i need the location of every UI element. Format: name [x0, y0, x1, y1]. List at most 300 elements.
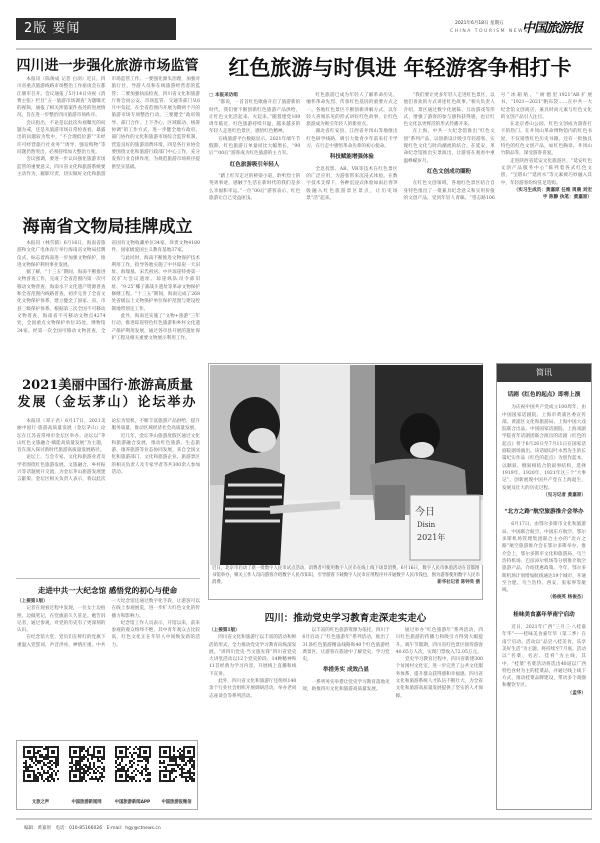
- qr-module: [25, 746, 27, 748]
- qr-module: [75, 768, 77, 770]
- qr-module: [39, 746, 41, 748]
- qr-module: [93, 778, 95, 780]
- qr-module: [159, 760, 161, 762]
- qr-module: [141, 774, 143, 776]
- paragraph: “都说，一首首红色歌曲开启了旅游新的时代，我们要不断创新红色旅游产品供给，让红色文化活起来、火起来。”随着建党100周年临近，红色旅游持续升温，越来越多的年轻人走进红色景区，感悟红色精神。: [209, 100, 301, 135]
- qr-module: [25, 764, 27, 766]
- qr-module: [181, 772, 183, 774]
- paragraph: 本报讯（邓子君）6月17日，2021美丽中国行·旅游高质量发展（金坛茅山）论坛在江苏省常州市金坛区举办。论坛以“茅山红色文旅融合·赋能高质量发展”为主题，旨在深入探讨新时代旅游高质量发展路径。: [17, 419, 106, 454]
- headline-sichuan-market: 四川进一步强化旅游市场监管: [16, 58, 199, 74]
- qr-module: [145, 752, 147, 754]
- qr-module: [165, 756, 167, 758]
- headline-jintan-forum: [15, 377, 200, 411]
- paragraph: 党史学习教育过程中，四川省新建300个贫困村文化室，进一步完善了公共文化服务体系，提升群众获得感和幸福感。四川省文化和旅游系统人才队伍不断壮大，为全省文化和旅游高质量发展提供了坚实的人才保障。: [395, 657, 483, 699]
- qr-module: [43, 780, 45, 782]
- qr-module: [147, 762, 149, 764]
- qr-module: [27, 776, 29, 778]
- qr-module: [33, 762, 35, 764]
- qr-module: [187, 746, 189, 748]
- qr-module: [37, 752, 39, 754]
- qr-module: [37, 750, 39, 752]
- qr-module: [191, 758, 193, 760]
- qr-module: [83, 778, 85, 780]
- qr-label: 中国旅游报微信: [161, 800, 192, 805]
- qr-module: [103, 750, 105, 752]
- qr-module: [103, 768, 105, 770]
- qr-module: [127, 756, 129, 758]
- qr-module: [71, 780, 73, 782]
- qr-module: [45, 748, 47, 750]
- qr-module: [35, 746, 37, 748]
- qr-module: [191, 760, 193, 762]
- qr-module: [141, 746, 143, 748]
- qr-module: [163, 770, 165, 772]
- qr-module: [121, 774, 123, 776]
- qr-module: [33, 778, 35, 780]
- qr-module: [173, 778, 175, 780]
- paragraph: 此外，四川省文化和旅游厅还组织140余个行业社会组织开展调研活动，举办老同志座谈会等系列活动。: [209, 679, 297, 699]
- qr-module: [177, 750, 179, 752]
- qr-module: [93, 762, 95, 764]
- qr-module: [53, 746, 55, 748]
- qr-module: [93, 756, 95, 758]
- paragraph: 论坛上，与会专家、文化和旅游业者及学者围绕红色旅游发展、文旅融合、乡村振兴等话题展开交流，为金坛茅山旅游发展建言献策。金坛区相关负责人表示，将以此次论坛为契机，不断丰富旅游产品供给，提升服务质量，推动区域经济社会高质量发展。: [17, 419, 200, 483]
- qr-module: [73, 756, 75, 758]
- qr-module: [185, 746, 187, 748]
- qr-module: [127, 780, 129, 782]
- qr-module: [149, 750, 151, 752]
- news-photo-frame: [208, 363, 483, 600]
- qr-module: [129, 746, 131, 748]
- editor-contact: 编辑：黄嘉原 电话：010-85166026 E-mail：hgy@ctnews.cn: [24, 826, 161, 831]
- qr-module: [85, 772, 87, 774]
- qr-module: [145, 750, 147, 752]
- qr-module: [177, 766, 179, 768]
- qr-module: [97, 778, 99, 780]
- qr-module: [57, 746, 59, 748]
- qr-module: [193, 756, 195, 758]
- qr-module: [85, 766, 87, 768]
- qr-module: [23, 752, 25, 754]
- section-banner: 2版 要闻: [16, 18, 176, 40]
- qr-module: [93, 766, 95, 768]
- qr-module: [127, 776, 129, 778]
- qr-module: [139, 750, 141, 752]
- qr-module: [133, 778, 135, 780]
- qr-module: [121, 758, 123, 760]
- qr-module: [69, 752, 71, 754]
- qr-module: [71, 762, 73, 764]
- brief-title: 话剧《红色的起点》即将上演: [507, 392, 581, 398]
- qr-module: [133, 770, 135, 772]
- qr-module: [115, 772, 117, 774]
- qr-module: [43, 772, 45, 774]
- qr-module: [89, 772, 91, 774]
- qr-module: [27, 756, 29, 758]
- paragraph: 在上海，中共一大纪念馆推出“红色文创”系列产品，以创新设计吸引年轻游客，实现红色文化与时尚潮流的结合。在延安，革命纪念馆推出实景演出，让游客在观看中重温峥嵘岁月。: [403, 129, 495, 164]
- qr-module: [35, 780, 37, 782]
- qr-module: [147, 778, 149, 780]
- qr-module: [175, 756, 177, 758]
- qr-module: [121, 750, 123, 752]
- briefs-list: [497, 382, 591, 809]
- qr-module: [163, 746, 165, 748]
- qr-module: [29, 746, 31, 748]
- paragraph: 本报讯（陈俊成 记者 白羽）近日，四川省重点旅游线路市场整治工作座谈会在都江堰市召开。会议通报了5月14日央视《消费主张》栏目“五一旅游市场调查”为题曝光的视频，通报了相关涉旅案件查处的进展情况，旨在进一步整治四川旅游市场秩序。: [17, 77, 106, 119]
- qr-module: [79, 746, 81, 748]
- qr-module: [165, 770, 167, 772]
- qr-module: [173, 768, 175, 770]
- byline: （杨俊英 杨俊杰）: [547, 595, 586, 601]
- qr-module: [93, 746, 95, 748]
- qr-module: [119, 750, 121, 752]
- qr-module: [35, 778, 37, 780]
- qr-module: [23, 770, 25, 772]
- qr-module: [169, 756, 171, 758]
- qr-module: [75, 746, 77, 748]
- qr-module: [73, 746, 75, 748]
- qr-module: [125, 764, 127, 766]
- qr-module: [147, 756, 149, 758]
- qr-module: [83, 758, 85, 760]
- qr-module: [51, 768, 53, 770]
- qr-module: [79, 758, 81, 760]
- qr-module: [121, 768, 123, 770]
- qr-module: [103, 766, 105, 768]
- qr-module: [73, 752, 75, 754]
- qr-module: [23, 746, 25, 748]
- qr-module: [193, 760, 195, 762]
- qr-module: [33, 780, 35, 782]
- qr-module: [131, 764, 133, 766]
- qr-module: [35, 756, 37, 758]
- qr-module: [191, 746, 193, 748]
- qr-module: [49, 780, 51, 782]
- paragraph: 全息投影、AR、VR等技术在红色景区的广泛应用，为游客带来沉浸式体验。在数字技术支撑下，各种沉浸式体验如雨后春笋般融入红色旅游景区景点，让历史场景“活”起来。: [306, 166, 398, 201]
- qr-module: [75, 752, 77, 754]
- qr-module: [47, 772, 49, 774]
- qr-module: [123, 770, 125, 772]
- qr-module: [75, 776, 77, 778]
- qr-module: [55, 746, 57, 748]
- paragraph: 在红色文创领域，各地红色景区结合自身特色推出了一批兼具纪念意义和实用价值的文创产品，受到年轻人青睐。“望志路106号”冰箱贴、“树德里1921”AR扩展书、“1921—2021”帆布袋……在中共一大纪念馆文创商店，兼具时尚元素与红色文化的文创产品引人注目。: [403, 93, 592, 201]
- brief-title: 桂味美食嘉年华南宁启动: [513, 611, 575, 618]
- qr-code-icon[interactable]: [115, 746, 151, 782]
- qr-module: [159, 756, 161, 758]
- qr-module: [119, 756, 121, 758]
- article-cpc-memorial: [17, 598, 200, 736]
- byline: □ 本报采访组: [209, 93, 238, 98]
- qr-module: [49, 756, 51, 758]
- qr-module: [99, 746, 101, 748]
- qr-module: [91, 776, 93, 778]
- qr-module: [185, 776, 187, 778]
- newspaper-logo: 中国旅游报: [522, 21, 583, 36]
- qr-module: [27, 746, 29, 748]
- qr-module: [51, 776, 53, 778]
- qr-module: [49, 776, 51, 778]
- qr-module: [169, 780, 171, 782]
- qr-module: [123, 766, 125, 768]
- qr-module: [115, 778, 117, 780]
- qr-module: [171, 780, 173, 782]
- paragraph: 通过举办“红色旅游年”系列活动，四川红色旅游的传播力和吸引力得到大幅提升。端午节假期，四川省红色景区接待游客40.65万人次，实现门票收入72.05万元。: [395, 628, 483, 655]
- qr-module: [175, 764, 177, 766]
- qr-module: [183, 756, 185, 758]
- qr-module: [51, 750, 53, 752]
- qr-module: [97, 752, 99, 754]
- qr-module: [159, 778, 161, 780]
- qr-module: [83, 772, 85, 774]
- qr-module: [45, 754, 47, 756]
- qr-module: [169, 776, 171, 778]
- qr-module: [29, 766, 31, 768]
- qr-module: [25, 768, 27, 770]
- qr-module: [173, 754, 175, 756]
- qr-module: [93, 750, 95, 752]
- qr-module: [81, 758, 83, 760]
- paragraph: 在北京香山公园，红色文创成为游客打卡的热门。在井冈山革命博物馆内的红色书屋，不仅销售红色历史书籍，还有一批独具特色的红色文创产品，如红色胸章、井冈山竹制品等，深受游客喜爱。: [500, 122, 592, 157]
- qr-module: [85, 780, 87, 782]
- qr-module: [139, 760, 141, 762]
- qr-module: [125, 752, 127, 754]
- qr-module: [97, 780, 99, 782]
- qr-module: [77, 756, 79, 758]
- qr-module: [23, 750, 25, 752]
- qr-module: [119, 776, 121, 778]
- paragraph: 湖北省红安县、江西省井冈山等地推出红色研学线路，吸引大批青少年前来打卡学习，在行走中感悟革命先辈的初心使命。: [306, 129, 398, 150]
- qr-module: [117, 756, 119, 758]
- qr-module: [117, 764, 119, 766]
- qr-module: [41, 746, 43, 748]
- qr-module: [185, 772, 187, 774]
- qr-module: [173, 746, 175, 748]
- qr-module: [37, 780, 39, 782]
- qr-module: [137, 764, 139, 766]
- qr-module: [159, 746, 161, 748]
- qr-module: [37, 778, 39, 780]
- qr-module: [95, 778, 97, 780]
- qr-module: [23, 762, 25, 764]
- qr-module: [41, 766, 43, 768]
- qr-module: [189, 756, 191, 758]
- qr-module: [83, 748, 85, 750]
- qr-module: [193, 746, 195, 748]
- qr-module: [181, 774, 183, 776]
- qr-module: [115, 752, 117, 754]
- qr-module: [171, 756, 173, 758]
- qr-module: [115, 756, 117, 758]
- paragraph: 此外，海南还实施了“文物+旅游”三年行动，推进琼崖特色红色旅游和乡村文化遗产保护利用发展，通过各市县开展的遗址保护工程及相关重要文物展示利用工作。: [111, 313, 200, 341]
- subheading: 红色旅游吸引年轻人: [229, 161, 280, 168]
- qr-module: [103, 770, 105, 772]
- qr-module: [93, 764, 95, 766]
- qr-module: [101, 756, 103, 758]
- qr-module: [189, 770, 191, 772]
- qr-module: [127, 768, 129, 770]
- qr-module: [37, 776, 39, 778]
- qr-module: [89, 754, 91, 756]
- continued-note: （上接第1版）: [17, 599, 48, 604]
- qr-module: [175, 760, 177, 762]
- qr-module: [79, 764, 81, 766]
- qr-module: [137, 754, 139, 756]
- qr-module: [83, 756, 85, 758]
- article-sichuan-party-history: [209, 627, 483, 812]
- qr-module: [137, 760, 139, 762]
- qr-module: [99, 772, 101, 774]
- qr-module: [121, 746, 123, 748]
- qr-module: [131, 772, 133, 774]
- qr-module: [193, 752, 195, 754]
- qr-module: [27, 750, 29, 752]
- qr-module: [41, 760, 43, 762]
- qr-module: [177, 756, 179, 758]
- qr-module: [165, 780, 167, 782]
- qr-module: [81, 772, 83, 774]
- qr-module: [57, 752, 59, 754]
- qr-module: [69, 778, 71, 780]
- qr-module: [165, 774, 167, 776]
- qr-module: [125, 772, 127, 774]
- qr-module: [191, 778, 193, 780]
- qr-module: [27, 768, 29, 770]
- qr-module: [121, 766, 123, 768]
- qr-module: [147, 774, 149, 776]
- qr-module: [39, 772, 41, 774]
- qr-module: [83, 764, 85, 766]
- qr-module: [53, 770, 55, 772]
- qr-module: [35, 764, 37, 766]
- qr-module: [145, 764, 147, 766]
- qr-module: [77, 764, 79, 766]
- qr-code-icon[interactable]: [159, 746, 195, 782]
- qr-module: [23, 772, 25, 774]
- qr-module: [159, 762, 161, 764]
- qr-module: [171, 772, 173, 774]
- qr-module: [47, 750, 49, 752]
- qr-module: [115, 748, 117, 750]
- qr-module: [69, 770, 71, 772]
- qr-module: [101, 776, 103, 778]
- qr-module: [103, 748, 105, 750]
- qr-module: [141, 756, 143, 758]
- qr-module: [29, 752, 31, 754]
- paragraph: 记者在观看过程中发现，一位女士边拍照、边做笔记，在党旗前久久驻足。她告诉记者，通过参观，对党的历史有了更深刻的认识。: [17, 606, 106, 634]
- qr-module: [129, 766, 131, 768]
- qr-code-icon[interactable]: [23, 746, 59, 782]
- qr-module: [75, 780, 77, 782]
- qr-module: [45, 772, 47, 774]
- qr-module: [183, 752, 185, 754]
- qr-module: [75, 774, 77, 776]
- qr-module: [27, 752, 29, 754]
- qr-module: [125, 778, 127, 780]
- qr-module: [85, 750, 87, 752]
- qr-module: [81, 766, 83, 768]
- brief-text: 6月17日，由鄂尔多斯市文化和旅游局、中国联合航空、中国东方航空、鄂尔多斯机场管理集团联合主办的“北方之路”航空旅游推介会在鄂尔多斯举办。推介会上，鄂尔多斯市文化和旅游局、乌兰浩特机场、巴彦淖尔机场等分别推介航空旅游产品、介绍优惠政策。今年，鄂尔多斯机场计划增加航线通达19个城市，开通至合肥、乌兰浩特、西安、张家界等航线。: [502, 522, 586, 594]
- qr-module: [159, 752, 161, 754]
- qr-module: [147, 780, 149, 782]
- qr-code-icon[interactable]: [69, 746, 105, 782]
- qr-module: [81, 756, 83, 758]
- qr-module: [119, 770, 121, 772]
- qr-module: [83, 746, 85, 748]
- qr-module: [121, 780, 123, 782]
- qr-module: [115, 766, 117, 768]
- qr-module: [45, 758, 47, 760]
- qr-module: [45, 746, 47, 748]
- qr-module: [77, 770, 79, 772]
- qr-module: [139, 746, 141, 748]
- qr-module: [29, 776, 31, 778]
- qr-module: [79, 756, 81, 758]
- qr-module: [79, 774, 81, 776]
- qr-module: [163, 760, 165, 762]
- qr-module: [125, 774, 127, 776]
- qr-module: [55, 756, 57, 758]
- qr-module: [141, 760, 143, 762]
- qr-module: [123, 756, 125, 758]
- qr-module: [45, 764, 47, 766]
- qr-module: [51, 752, 53, 754]
- qr-module: [37, 746, 39, 748]
- qr-module: [87, 754, 89, 756]
- qr-module: [127, 770, 129, 772]
- qr-module: [55, 758, 57, 760]
- qr-module: [163, 762, 165, 764]
- paragraph: 走进陕西省延安文化旅游区，“延安红色文创产品服务中心”陈列着各式红色文创，“宝塔山”“延河水”等元素被巧妙融入其中，年轻游客纷纷驻足选购。: [500, 158, 592, 186]
- qr-module: [145, 768, 147, 770]
- qr-module: [23, 776, 25, 778]
- qr-module: [193, 748, 195, 750]
- byline: （实习生成员：黄嘉原 任维 周晨 刘宏宇 陈静 执笔：黄嘉原）: [513, 187, 592, 201]
- qr-module: [29, 756, 31, 758]
- qr-module: [167, 746, 169, 748]
- qr-module: [161, 746, 163, 748]
- qr-module: [159, 754, 161, 756]
- qr-module: [47, 776, 49, 778]
- qr-module: [57, 770, 59, 772]
- qr-module: [41, 778, 43, 780]
- qr-module: [179, 754, 181, 756]
- qr-module: [37, 762, 39, 764]
- qr-module: [149, 780, 151, 782]
- qr-module: [33, 772, 35, 774]
- qr-module: [23, 774, 25, 776]
- qr-module: [95, 776, 97, 778]
- qr-module: [149, 772, 151, 774]
- qr-module: [39, 756, 41, 758]
- qr-module: [183, 750, 185, 752]
- qr-module: [83, 770, 85, 772]
- qr-module: [125, 770, 127, 772]
- qr-module: [129, 776, 131, 778]
- qr-module: [101, 768, 103, 770]
- qr-module: [191, 776, 193, 778]
- qr-module: [73, 770, 75, 772]
- qr-module: [139, 748, 141, 750]
- qr-module: [141, 772, 143, 774]
- qr-module: [35, 758, 37, 760]
- qr-module: [181, 756, 183, 758]
- qr-module: [45, 778, 47, 780]
- qr-module: [23, 766, 25, 768]
- qr-module: [79, 762, 81, 764]
- qr-module: [115, 774, 117, 776]
- qr-module: [149, 774, 151, 776]
- qr-module: [147, 768, 149, 770]
